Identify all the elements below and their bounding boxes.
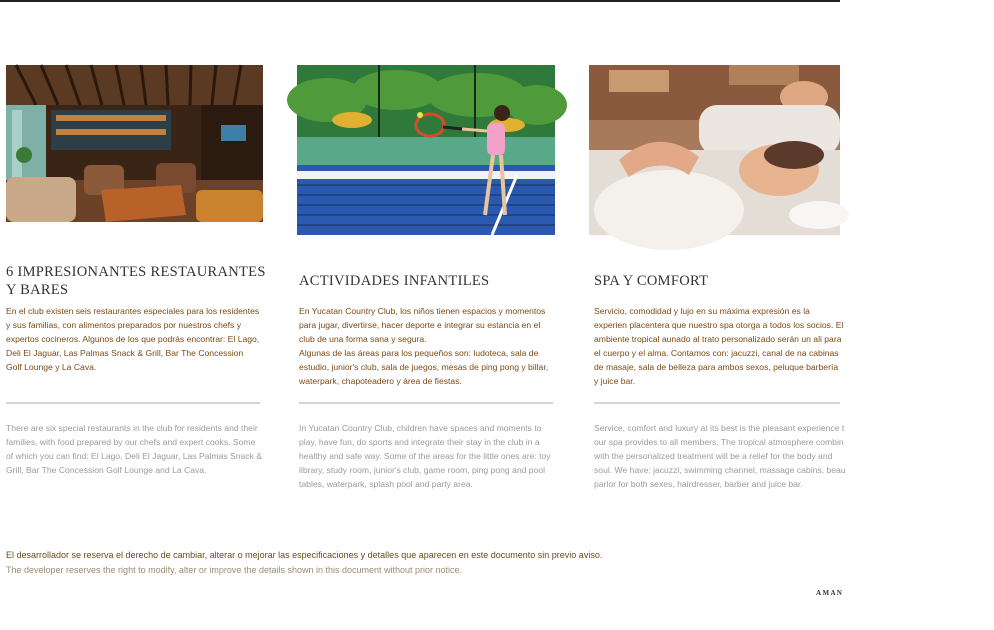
restaurants-title: 6 IMPRESIONANTES RESTAURANTES Y BARES [6,264,266,298]
spa-english-text: Service, comfort and luxury at its best is the pleasant experience t our spa provides to all members. The tropical atmosphere combin with the personalized treatment will be a relief for the body and soul. We have: jacuzzi, swimming channel, massage cabins, beau parlor for both sexes, hairdresser, barber and juice bar. [594,423,846,489]
spa-photo [589,65,840,235]
disclaimer-spanish: El desarrollador se reserva el derecho de cambiar, alterar o mejorar las especificaciones y detalles que aparecen en este documento sin previo aviso. [6,550,603,560]
restaurants-english-text: There are six special restaurants in the club for residents and their families, with food prepared by our chefs and expert cooks. Some of which you can find: El Lago, Deli El Jaguar, Las Palmas Snack & Grill, Bar The Concession Golf Lounge and La Cava. [6,423,263,475]
spa-spanish-text: Servicio, comodidad y lujo en su máxima expresión es la experien placentera que nuestro spa otorga a todos los socios. El ambiente tropical aunado al trato personalizado serán un ali para el cuerpo y el alma. Contamos con: jacuzzi, canal de na cabinas de masaje, sala de belleza para ambos sexos, peluque barbería y juice bar. [594,306,844,386]
spa-english-clip [594,421,846,493]
kids-activities-spanish-text [299,304,555,388]
kids-spanish-paragraph-2: Algunas de las áreas para los pequeños son: ludoteca, sala de estudio, junior's club, sala de juegos, mesas de ping pong y billar, waterpark, chapoteadero y área de fiestas. [299,348,549,386]
kids-activities-english-text: In Yucatan Country Club, children have spaces and moments to play, have fun, do sports and integrate their stay in the club in a healthy and safe way. Some of the areas for the little ones are: toy library, study room, junior's club, game room, ping pong and pool tables, waterpark, splash pool and party area. [299,423,551,489]
restaurant-photo [6,65,263,222]
child-tennis-illustration [297,65,555,235]
kids-activities-divider [299,402,553,404]
disclaimer-english: The developer reserves the right to modify, alter or improve the details shown in this document without prior notice. [6,565,463,575]
restaurants-divider [6,402,260,404]
restaurants-spanish-text: En el club existen seis restaurantes especiales para los residentes y sus familias, con alimentos preparados por nuestros chefs y expertos cocineros. Algunos de los que podrás encontrar: El Lago, Deli El Jaguar, Las Palmas Snack & Grill, Bar The Concession Golf Lounge y La Cava. [6,306,260,372]
brand-logo-text: AMAN [816,589,844,597]
spa-massage-illustration [589,65,840,235]
spa-title-clip [594,272,840,292]
spa-spanish-clip [594,304,844,394]
kids-activities-title: ACTIVIDADES INFANTILES [299,273,490,289]
spa-title: SPA Y COMFORT [594,273,709,289]
spa-divider [594,402,840,404]
restaurant-lounge-illustration [6,65,263,222]
kids-tennis-photo [297,65,555,235]
top-border [0,0,840,2]
kids-spanish-paragraph-1: En Yucatan Country Club, los niños tienen espacios y momentos para jugar, divertirse, hacer deporte e integrar su estancia en el club de una forma sana y segura. [299,306,546,344]
